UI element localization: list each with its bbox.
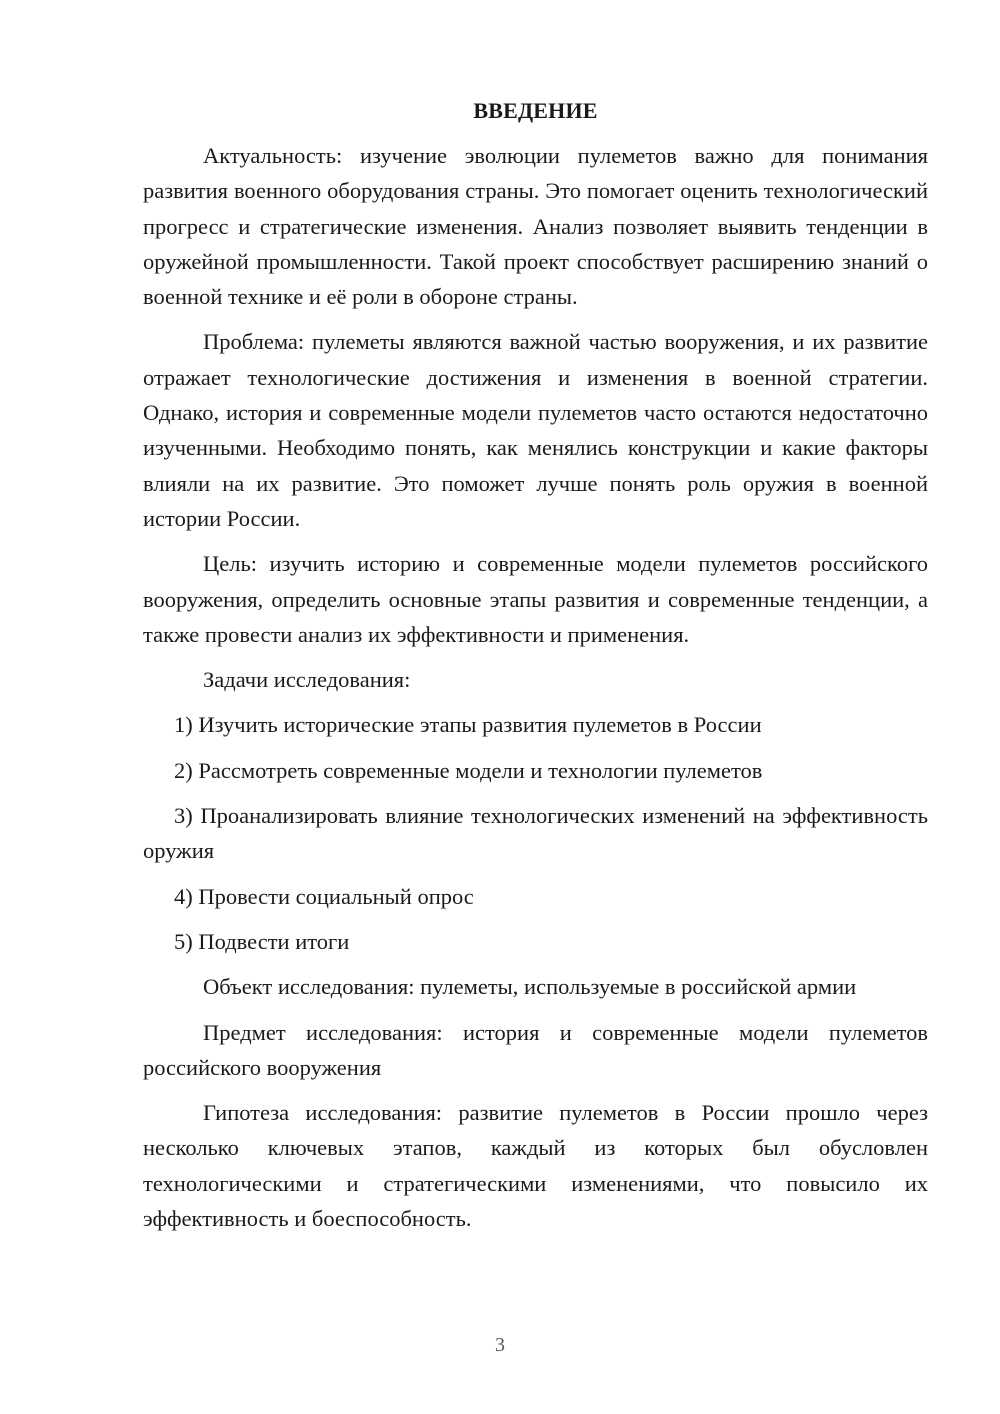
task-item-4: 4) Провести социальный опрос	[174, 883, 474, 909]
object-paragraph: Объект исследования: пулеметы, используемые в российской армии	[203, 974, 857, 1000]
page-title: ВВЕДЕНИЕ	[473, 98, 598, 123]
task-item-5: 5) Подвести итоги	[174, 928, 350, 954]
subject-paragraph: Предмет исследования: история и современные модели пулеметов российского вооружения	[143, 1019, 928, 1080]
hypothesis-paragraph: Гипотеза исследования: развитие пулеметов в России прошло через несколько ключевых этапов, каждый из которых был обусловлен технологическими и стратегическими изменениями, что повысило их эффективность и боеспособность.	[143, 1100, 928, 1232]
page-body	[143, 95, 928, 1246]
relevance-paragraph: Актуальность: изучение эволюции пулеметов важно для понимания развития военного оборудования страны. Это помогает оценить технологический прогресс и стратегические изменения. Анализ позволяет выявить тенденции в оружейной промышленности. Такой проект способствует расширению знаний о военной технике и её роли в обороне страны.	[143, 143, 928, 310]
task-item-3: 3) Проанализировать влияние технологических изменений на эффективность оружия	[143, 803, 928, 864]
goal-paragraph: Цель: изучить историю и современные модели пулеметов российского вооружения, определить основные этапы развития и современные тенденции, а также провести анализ их эффективности и применения.	[143, 551, 928, 647]
tasks-title: Задачи исследования:	[203, 667, 411, 693]
task-item-1: 1) Изучить исторические этапы развития пулеметов в России	[174, 712, 762, 738]
page-number: 3	[495, 1334, 505, 1356]
problem-paragraph: Проблема: пулеметы являются важной частью вооружения, и их развитие отражает технологические достижения и изменения в военной стратегии. Однако, история и современные модели пулеметов часто остаются недостаточно изученными. Необходимо понять, как менялись конструкции и какие факторы влияли на их развитие. Это поможет лучше понять роль оружия в военной истории России.	[143, 329, 928, 531]
task-item-2: 2) Рассмотреть современные модели и технологии пулеметов	[174, 757, 763, 783]
